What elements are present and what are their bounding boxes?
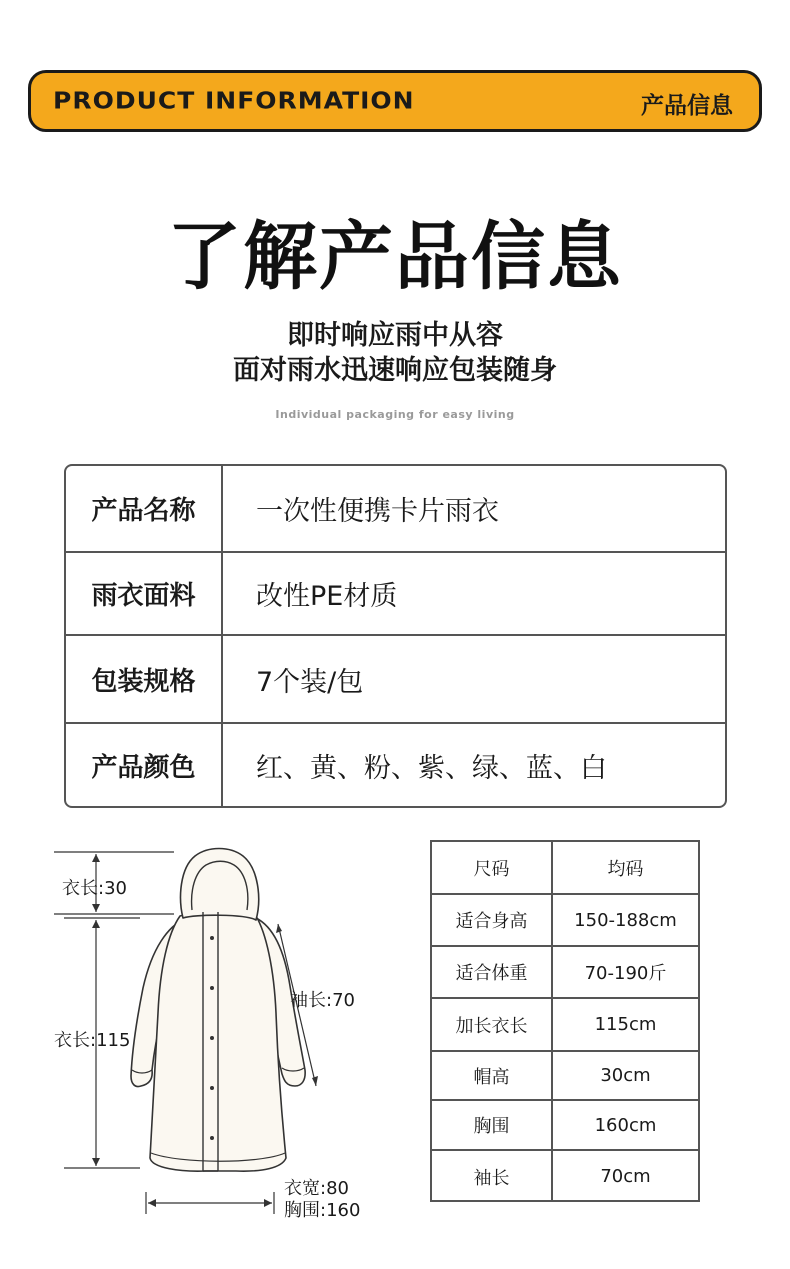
info-key: 雨衣面料: [66, 553, 223, 634]
header-banner: [28, 70, 762, 132]
size-key: 加长衣长: [432, 999, 553, 1050]
size-row: [432, 1151, 698, 1202]
info-key: 包装规格: [66, 636, 223, 722]
info-key: 产品名称: [66, 466, 223, 551]
banner-title-cn: 产品信息: [641, 93, 733, 119]
subtitle-line-2: 面对雨水迅速响应包装随身: [233, 355, 557, 386]
body-length-label: 衣长:115: [54, 1030, 131, 1051]
width-label: 衣宽:80: [284, 1178, 349, 1199]
size-row: [432, 999, 698, 1052]
sleeve-length-label: 袖长:70: [290, 990, 355, 1011]
size-key: 胸围: [432, 1101, 553, 1149]
info-row-name: [66, 466, 725, 553]
info-row-package: [66, 636, 725, 724]
size-header-value: 均码: [607, 858, 644, 880]
tagline: Individual packaging for easy living: [275, 408, 515, 421]
size-row: [432, 895, 698, 947]
size-value: 115cm: [594, 1014, 657, 1035]
info-value: 红、黄、粉、紫、绿、蓝、白: [256, 752, 607, 784]
info-value: 7个装/包: [256, 666, 364, 698]
size-table-header: [432, 842, 698, 895]
size-key: 适合身高: [432, 895, 553, 945]
size-row: [432, 1101, 698, 1151]
size-table: [430, 840, 700, 1202]
chest-label: 胸围:160: [284, 1200, 361, 1221]
size-value: 150-188cm: [574, 909, 677, 931]
info-value: 一次性便携卡片雨衣: [256, 496, 499, 527]
size-value: 70-190斤: [584, 963, 667, 984]
subtitle-line-1: 即时响应雨中从容: [287, 320, 503, 351]
banner-title-en: PRODUCT INFORMATION: [53, 87, 415, 114]
page-title: 了解产品信息: [167, 214, 623, 300]
info-row-material: [66, 553, 725, 636]
size-row: [432, 947, 698, 999]
product-info-table: [64, 464, 727, 808]
info-key: 产品颜色: [66, 724, 223, 806]
size-key: 帽高: [432, 1052, 553, 1099]
raincoat-size-diagram: [40, 838, 400, 1228]
size-value: 70cm: [600, 1166, 651, 1187]
size-row: [432, 1052, 698, 1101]
info-row-colors: [66, 724, 725, 806]
size-value: 160cm: [594, 1114, 657, 1136]
size-key: 袖长: [432, 1151, 553, 1202]
size-value: 30cm: [600, 1065, 651, 1086]
info-value: 改性PE材质: [256, 581, 398, 612]
hood-length-label: 衣长:30: [62, 878, 127, 899]
size-header-key: 尺码: [432, 842, 553, 893]
size-key: 适合体重: [432, 947, 553, 997]
